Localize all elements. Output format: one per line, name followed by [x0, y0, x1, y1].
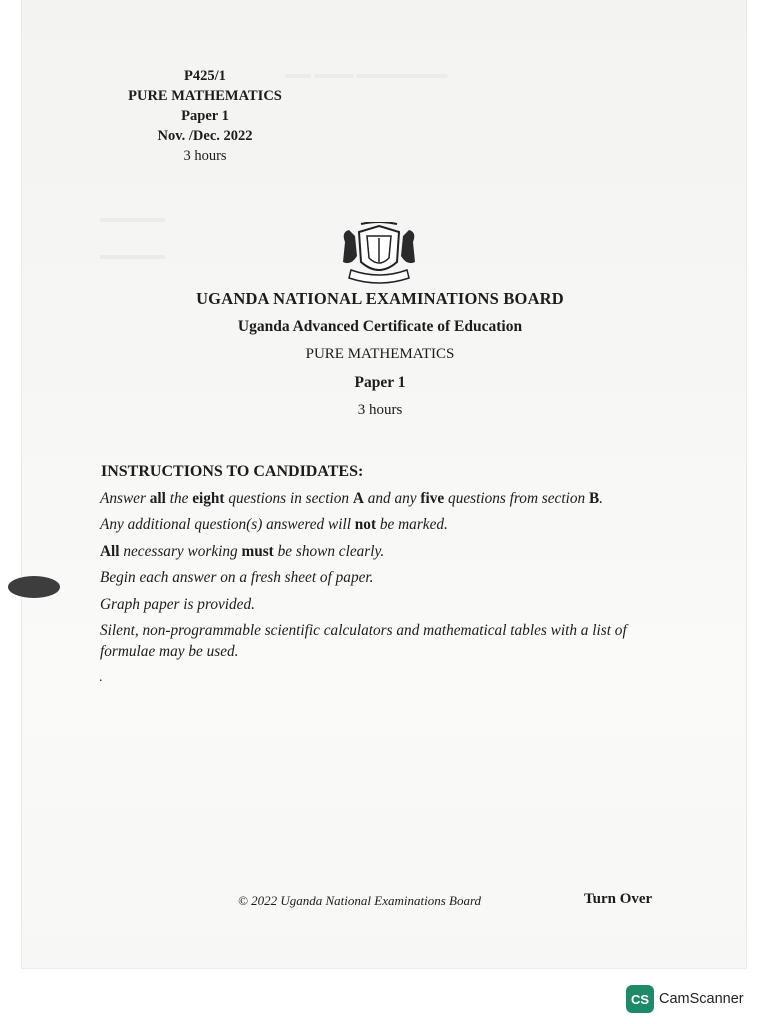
board-name: UGANDA NATIONAL EXAMINATIONS BOARD: [196, 289, 564, 308]
copyright-notice: © 2022 Uganda National Examinations Board: [238, 893, 482, 908]
paper-subject: PURE MATHEMATICS: [128, 88, 282, 104]
paper-duration: 3 hours: [183, 148, 227, 164]
instruction-line-3: All necessary working must be shown clearly.: [100, 543, 385, 560]
duration-title: 3 hours: [357, 402, 403, 418]
certificate-name: Uganda Advanced Certificate of Education: [237, 318, 523, 335]
turn-over-label: Turn Over: [584, 891, 653, 907]
bleed-through-text: ▬▬▬▬▬: [100, 247, 165, 262]
binder-clip-shadow: [8, 576, 60, 598]
paper-title: Paper 1: [354, 374, 406, 391]
camscanner-label: CamScanner: [659, 991, 744, 1007]
camscanner-logo-icon: CS: [626, 985, 654, 1013]
paper-code: P425/1: [184, 68, 226, 84]
coat-of-arms-emblem-icon: [337, 222, 421, 290]
trailing-mark: .: [99, 670, 103, 685]
paper-date: Nov. /Dec. 2022: [157, 128, 253, 144]
instruction-line-6: Silent, non-programmable scientific calculators and mathematical tables with a list of formulae may be used.: [100, 622, 627, 660]
instruction-line-4: Begin each answer on a fresh sheet of paper.: [100, 569, 374, 586]
instruction-line-2: Any additional question(s) answered will not be marked.: [100, 516, 448, 533]
instructions-heading: INSTRUCTIONS TO CANDIDATES:: [101, 463, 364, 480]
instruction-line-1: Answer all the eight questions in section A and any five questions from section B.: [100, 490, 603, 507]
instruction-line-5: Graph paper is provided.: [100, 596, 255, 613]
bleed-through-text: ▬▬▬▬▬: [100, 210, 165, 225]
paper-number: Paper 1: [181, 108, 229, 124]
subject-title: PURE MATHEMATICS: [305, 346, 455, 362]
bleed-through-text: ▬▬ ▬▬▬ ▬▬▬▬▬▬▬: [285, 66, 448, 81]
paper-header: [100, 66, 310, 166]
camscanner-badge: [626, 985, 744, 1013]
